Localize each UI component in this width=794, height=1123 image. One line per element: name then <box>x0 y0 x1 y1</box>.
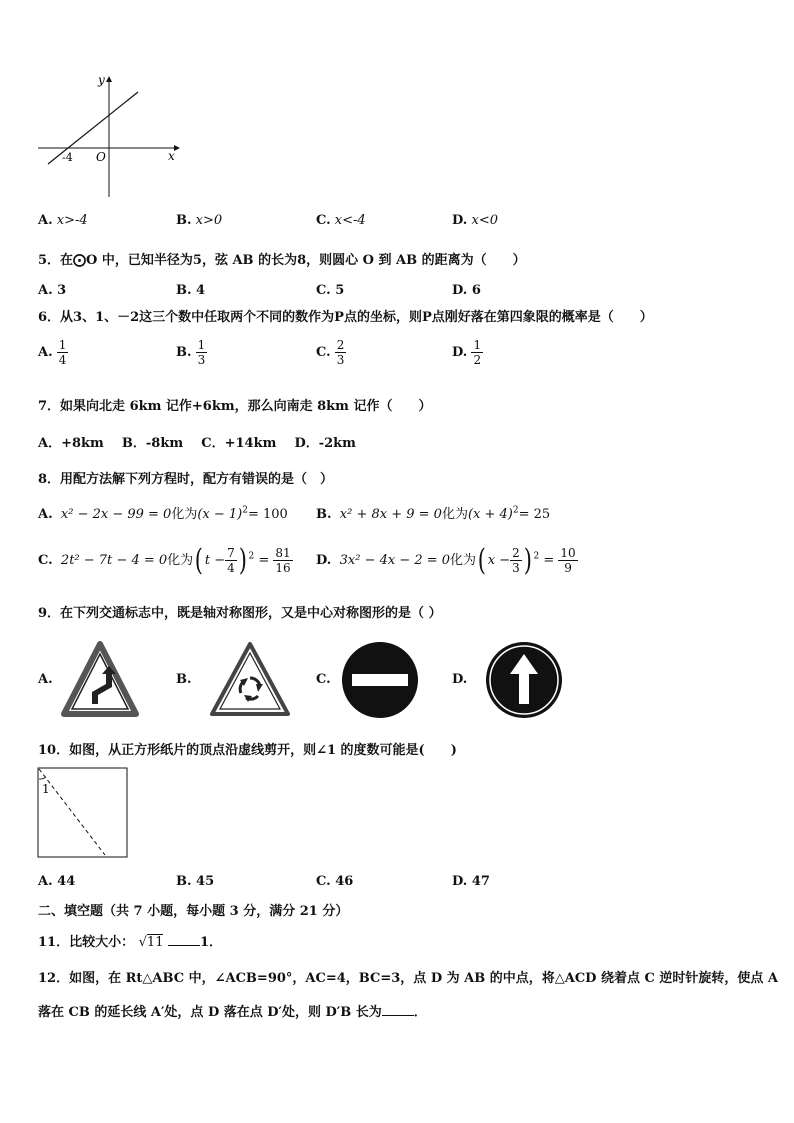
q4-option-d[interactable]: D. x<0 <box>452 213 498 228</box>
q5-stem: 5．在⨀O 中，已知半径为5，弦 AB 的长为8，则圆心 O 到 AB 的距离为（ ） <box>38 253 526 268</box>
q4-option-b[interactable]: B. x>0 <box>176 213 223 228</box>
origin-label: O <box>96 150 106 164</box>
q12-line2: 落在 CB 的延长线 A′处，点 D 落在点 D′处，则 D′B 长为 ． <box>38 1005 427 1020</box>
section-heading-fill-in: 二、填空题（共 7 小题，每小题 3 分，满分 21 分） <box>38 904 349 919</box>
q5-option-d[interactable]: D. 6 <box>452 283 481 298</box>
minus4-label: -4 <box>62 151 73 164</box>
q8-option-d[interactable]: D. 3x² − 4x − 2 = 0化为( x − $\frac{2}{3}$ ) $^2$ = $\frac{10}{9}$ <box>316 543 576 578</box>
q4-option-a[interactable]: A. x>-4 <box>38 213 88 228</box>
q9-stem: 9．在下列交通标志中，既是轴对称图形，又是中心对称图形的是（ ） <box>38 606 442 621</box>
q10-option-b[interactable]: B. 45 <box>176 874 215 889</box>
q6-option-a[interactable]: A. $\frac{1}{4}$ <box>38 338 67 367</box>
roundabout-warning-sign-icon[interactable] <box>208 640 292 718</box>
q9-option-d-letter[interactable]: D. <box>452 672 468 687</box>
q7-option-b[interactable]: B．-8km <box>121 436 184 451</box>
q7-stem: 7．如果向北走 6km 记作+6km，那么向南走 8km 记作（ ） <box>38 399 432 414</box>
q6-option-d[interactable]: D. $\frac{1}{2}$ <box>452 338 482 367</box>
q7-option-d[interactable]: D．-2km <box>294 436 356 451</box>
q7-option-a[interactable]: A．+8km <box>38 436 104 451</box>
x-axis-label: x <box>168 149 175 163</box>
q8-stem: 8．用配方法解下列方程时，配方有错误的是（ ） <box>38 472 334 487</box>
q5-option-c[interactable]: C. 5 <box>316 283 345 298</box>
q9-option-b-letter[interactable]: B. <box>176 672 192 687</box>
winding-road-warning-sign-icon[interactable] <box>60 640 140 718</box>
straight-ahead-sign-icon[interactable] <box>484 640 564 720</box>
q10-option-a[interactable]: A. 44 <box>38 874 76 889</box>
linear-function-graph <box>34 72 184 202</box>
y-axis-label: y <box>98 73 105 87</box>
q9-option-c-letter[interactable]: C. <box>316 672 331 687</box>
no-entry-sign-icon[interactable] <box>340 640 420 720</box>
q6-stem: 6．从3、1、－2这三个数中任取两个不同的数作为P点的坐标，则P点刚好落在第四象限的概率是（ ） <box>38 310 653 325</box>
q9-option-a-letter[interactable]: A. <box>38 672 53 687</box>
q8-option-b[interactable]: B. x² + 8x + 9 = 0化为$(x + 4)^2= 25$ <box>316 505 551 522</box>
q11: 11．比较大小： √11 1． <box>38 935 223 950</box>
q10-stem: 10．如图，从正方形纸片的顶点沿虚线剪开，则∠1 的度数可能是( ) <box>38 743 457 758</box>
q5-option-b[interactable]: B. 4 <box>176 283 206 298</box>
angle-1-label: 1 <box>42 782 50 796</box>
q6-option-b[interactable]: B. $\frac{1}{3}$ <box>176 338 206 367</box>
q7-options <box>38 432 356 451</box>
q8-option-c[interactable]: C. 2t² − 7t − 4 = 0化为( t − $\frac{7}{4}$ ) $^2$ = $\frac{81}{16}$ <box>38 543 291 578</box>
square-paper-figure <box>37 767 131 861</box>
q6-option-c[interactable]: C. $\frac{2}{3}$ <box>316 338 345 367</box>
q10-option-c[interactable]: C. 46 <box>316 874 354 889</box>
q8-option-a[interactable]: A. x² − 2x − 99 = 0化为$(x - 1)^2= 100$ <box>38 505 288 522</box>
q7-option-c[interactable]: C．+14km <box>201 436 277 451</box>
q5-option-a[interactable]: A. 3 <box>38 283 67 298</box>
q12-line1: 12．如图，在 Rt△ABC 中，∠ACB=90°，AC=4，BC=3，点 D 为 AB 的中点，将△ACD 绕着点 C 逆时针旋转，使点 A <box>38 971 778 986</box>
q10-option-d[interactable]: D. 47 <box>452 874 490 889</box>
q4-option-c[interactable]: C. x<-4 <box>316 213 366 228</box>
q12-answer-blank[interactable] <box>382 1003 414 1016</box>
q11-answer-blank[interactable] <box>168 933 200 946</box>
